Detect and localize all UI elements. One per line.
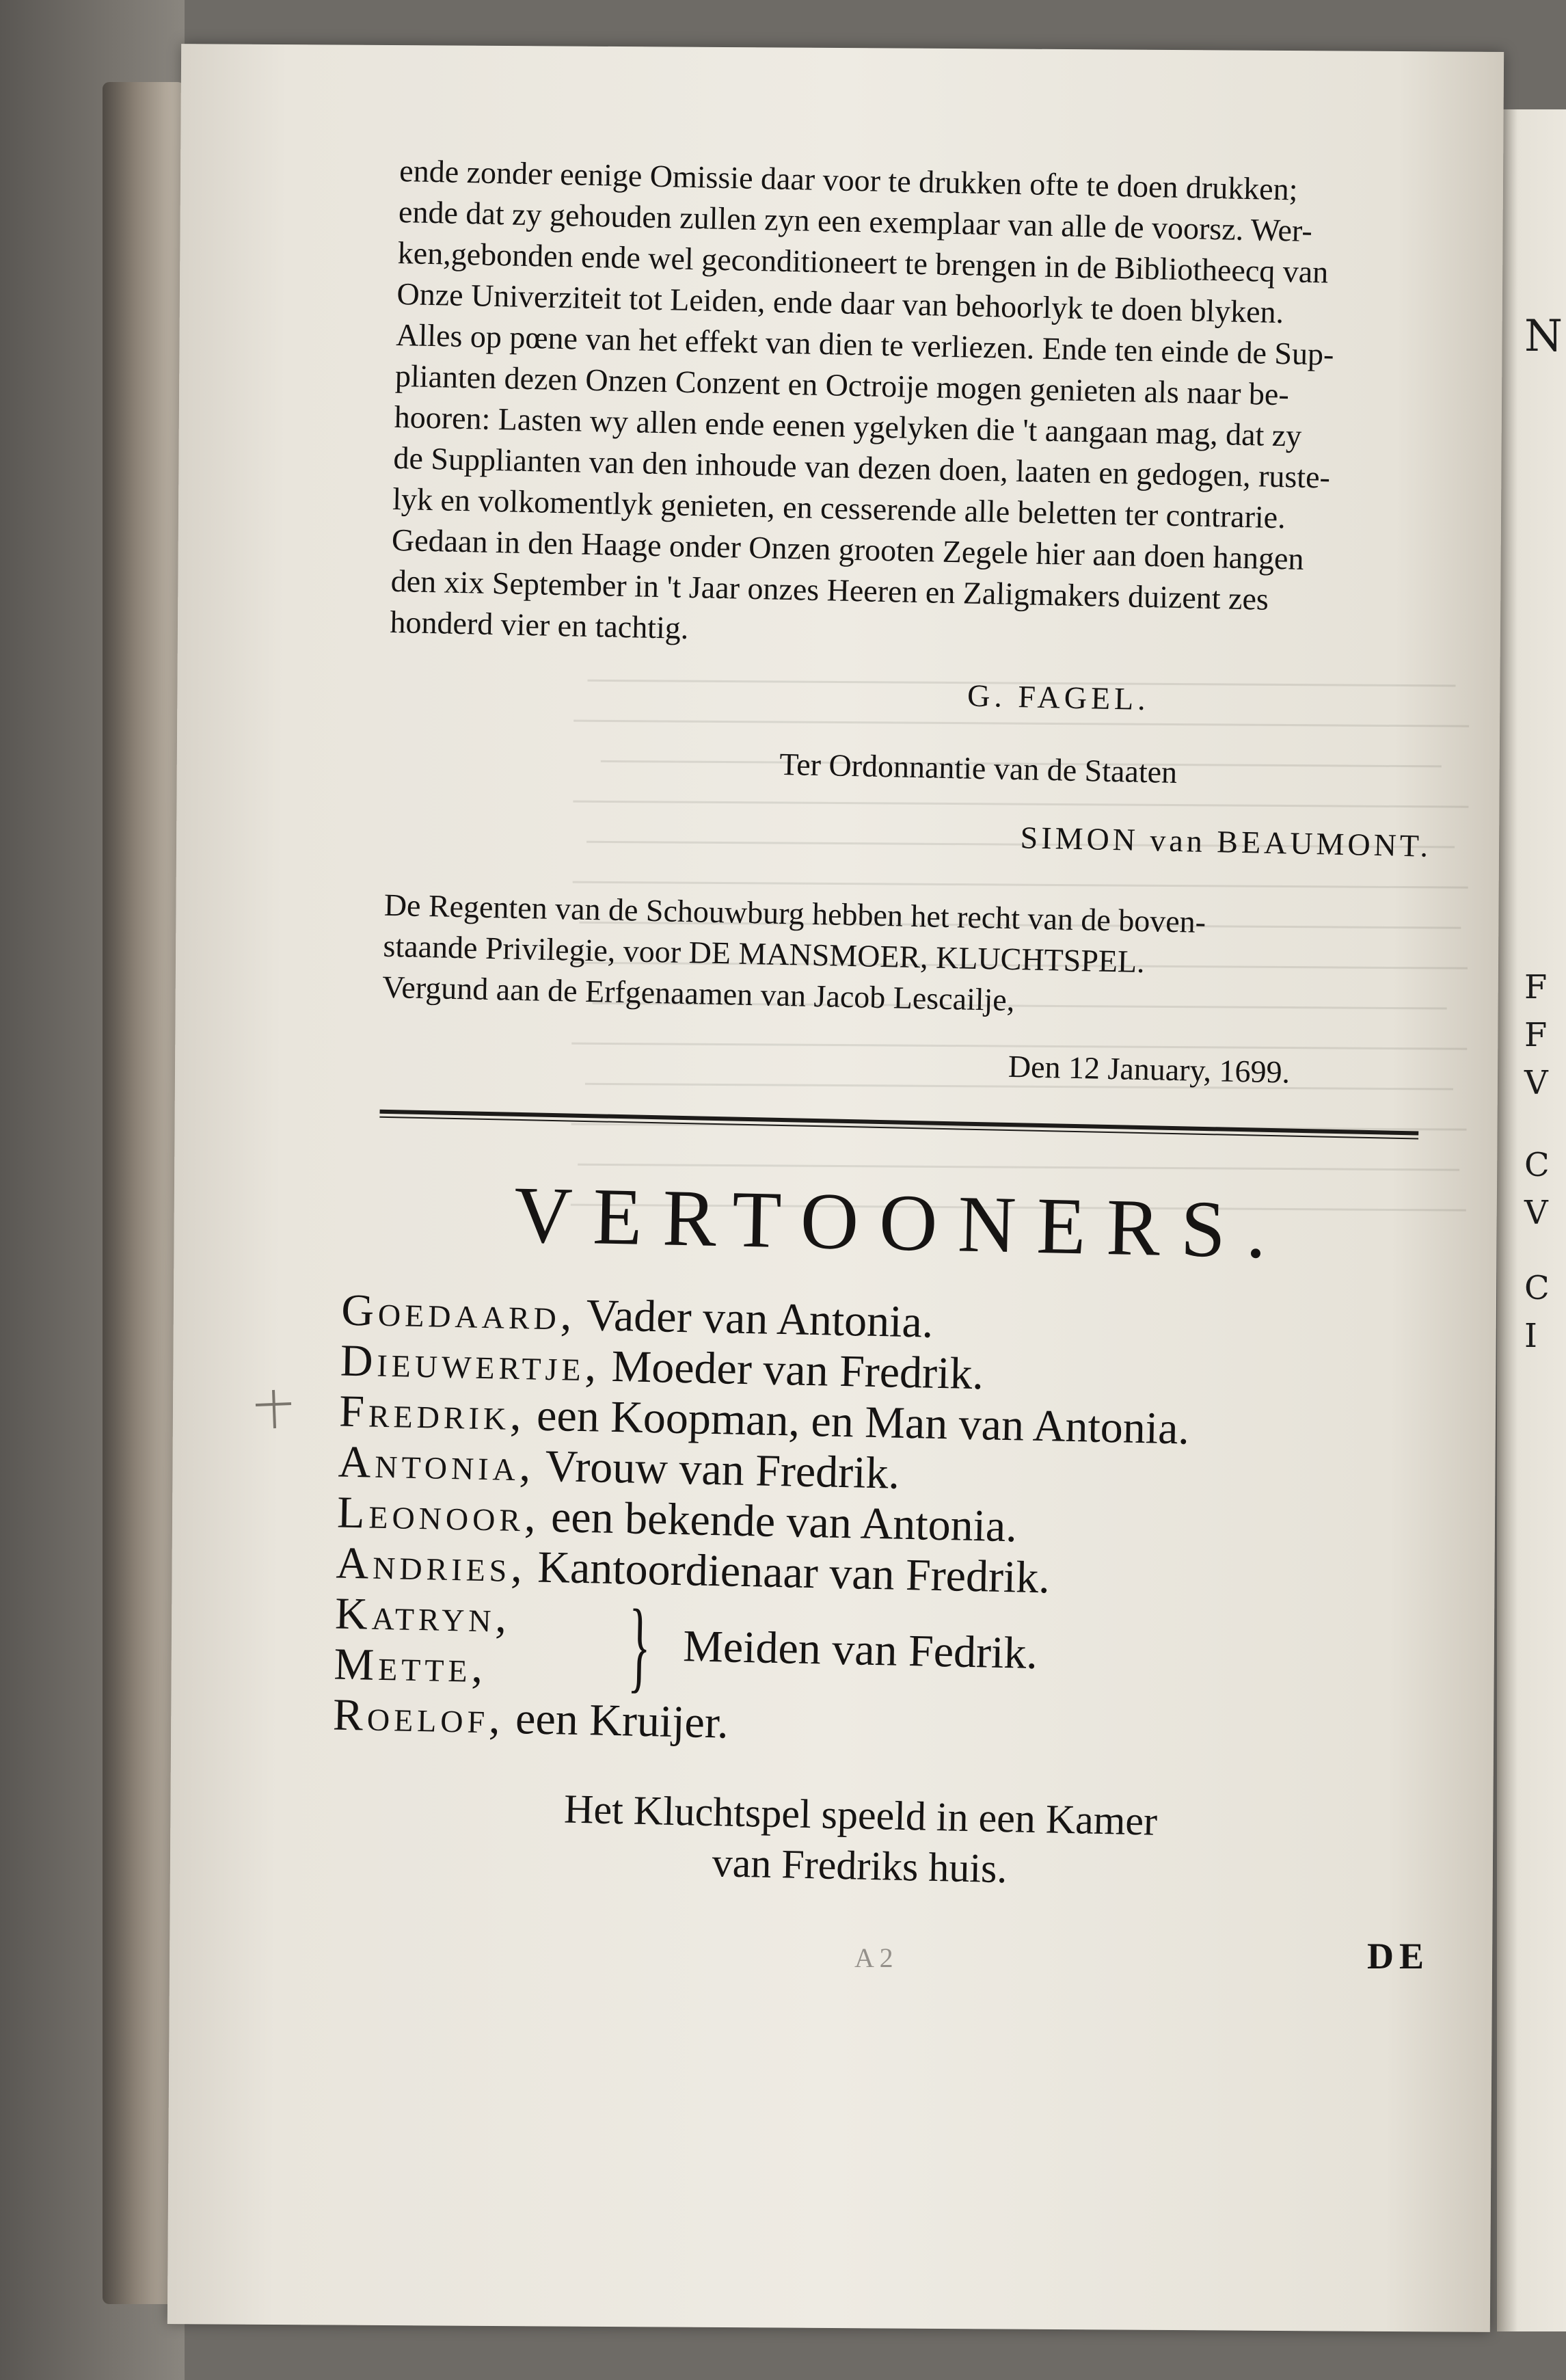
ordonnantie-line: Ter Ordonnantie van de Staaten	[779, 746, 1178, 790]
cast-name: Roelof,	[332, 1689, 505, 1743]
curly-brace-icon: }	[627, 1588, 652, 1703]
facing-page-letter: C	[1524, 1146, 1550, 1184]
signature-fagel: G. FAGEL.	[967, 678, 1150, 717]
cast-list	[332, 1285, 1422, 1763]
cast-role: Vader van Antonia.	[585, 1290, 934, 1348]
pencil-cross-mark	[253, 1385, 294, 1432]
cast-role: een Koopman, en Man van Antonia.	[536, 1390, 1190, 1454]
section-rule	[379, 1110, 1418, 1140]
note-line: staande Privilegie, voor DE MANSMOER, KLUCHTSPEL.	[383, 928, 1146, 980]
note-line: Vergund aan de Erfgenaamen van Jacob Lescailje,	[381, 969, 1015, 1018]
cast-role: Kantoordienaar van Fredrik.	[537, 1542, 1051, 1603]
cast-role: Moeder van Fredrik.	[610, 1341, 984, 1400]
privilege-line: hooren: Lasten wy allen ende eenen ygelyken die 't aangaan mag, dat zy	[394, 399, 1302, 453]
privilege-line: den xix September in 't Jaar onzes Heeren en Zaligmakers duizent zes	[390, 563, 1269, 617]
privilege-line: de Supplianten van den inhoude van dezen doen, laaten en gedogen, ruste-	[393, 440, 1331, 495]
privilege-line: ken,gebonden ende wel geconditioneert te brengen in de Bibliotheecq van	[397, 235, 1329, 290]
note-line: De Regenten van de Schouwburg hebben het recht van de boven-	[383, 887, 1206, 939]
signature-mark: A 2	[854, 1942, 893, 1973]
facing-page-letter: V	[1524, 1194, 1548, 1232]
cast-name: Goedaard,	[340, 1285, 577, 1340]
privilege-line: ende zonder eenige Omissie daar voor te drukken ofte te doen drukken;	[399, 152, 1298, 207]
facing-page-letter: N	[1524, 311, 1563, 362]
privilege-line: honderd vier en tachtig.	[390, 604, 689, 645]
page-text	[332, 150, 1446, 1902]
signature-beaumont: SIMON van BEAUMONT.	[1020, 820, 1432, 864]
cast-name: Katryn,	[334, 1588, 511, 1642]
facing-page-letter: C	[1524, 1269, 1550, 1307]
privilege-line: plianten dezen Onzen Conzent en Octroije mogen genieten als naar be-	[394, 358, 1290, 412]
cast-heading: VERTOONERS.	[513, 1169, 1288, 1276]
facing-page-letter: V	[1524, 1064, 1548, 1102]
cast-name: Leonoor,	[336, 1487, 541, 1542]
cast-role: Vrouw van Fredrik.	[544, 1441, 900, 1499]
cast-role: een Kruijer.	[515, 1694, 729, 1748]
privilege-line: lyk en volkomentlyk genieten, en cesserende alle beletten ter contrarie.	[392, 481, 1286, 535]
cast-name: Mette,	[333, 1639, 487, 1693]
cast-name: Dieuwertje,	[340, 1335, 601, 1391]
facing-page-edge	[1497, 109, 1566, 2331]
privilege-line: Onze Univerziteit tot Leiden, ende daar van behoorlyk te doen blyken.	[396, 276, 1284, 330]
note-date: Den 12 January, 1699.	[1008, 1048, 1291, 1090]
privilege-text	[390, 150, 1446, 665]
cast-role: Meiden van Fedrik.	[682, 1621, 1038, 1679]
facing-page-letter: F	[1524, 1016, 1548, 1054]
setting-line: Het Kluchtspel speeld in een Kamer	[563, 1786, 1158, 1844]
facing-page-letter: F	[1524, 968, 1548, 1006]
privilege-line: ende dat zy gehouden zullen zyn een exemplaar van alle de voorsz. Wer-	[398, 193, 1313, 248]
cast-name: Fredrik,	[338, 1386, 526, 1441]
cast-name: Andries,	[335, 1538, 527, 1592]
cast-role: een bekende van Antonia.	[550, 1492, 1018, 1552]
cast-name: Antonia,	[338, 1436, 536, 1491]
privilege-line: Alles op pœne van het effekt van dien te verliezen. Ende ten einde de Sup-	[395, 317, 1334, 372]
setting-line: van Fredriks huis.	[712, 1840, 1008, 1892]
facing-page-letter: I	[1524, 1317, 1537, 1355]
privilege-line: Gedaan in den Haage onder Onzen grooten Zegele hier aan doen hangen	[391, 522, 1305, 576]
catchword: DE	[1367, 1936, 1430, 1977]
transfer-note	[382, 885, 1430, 1030]
